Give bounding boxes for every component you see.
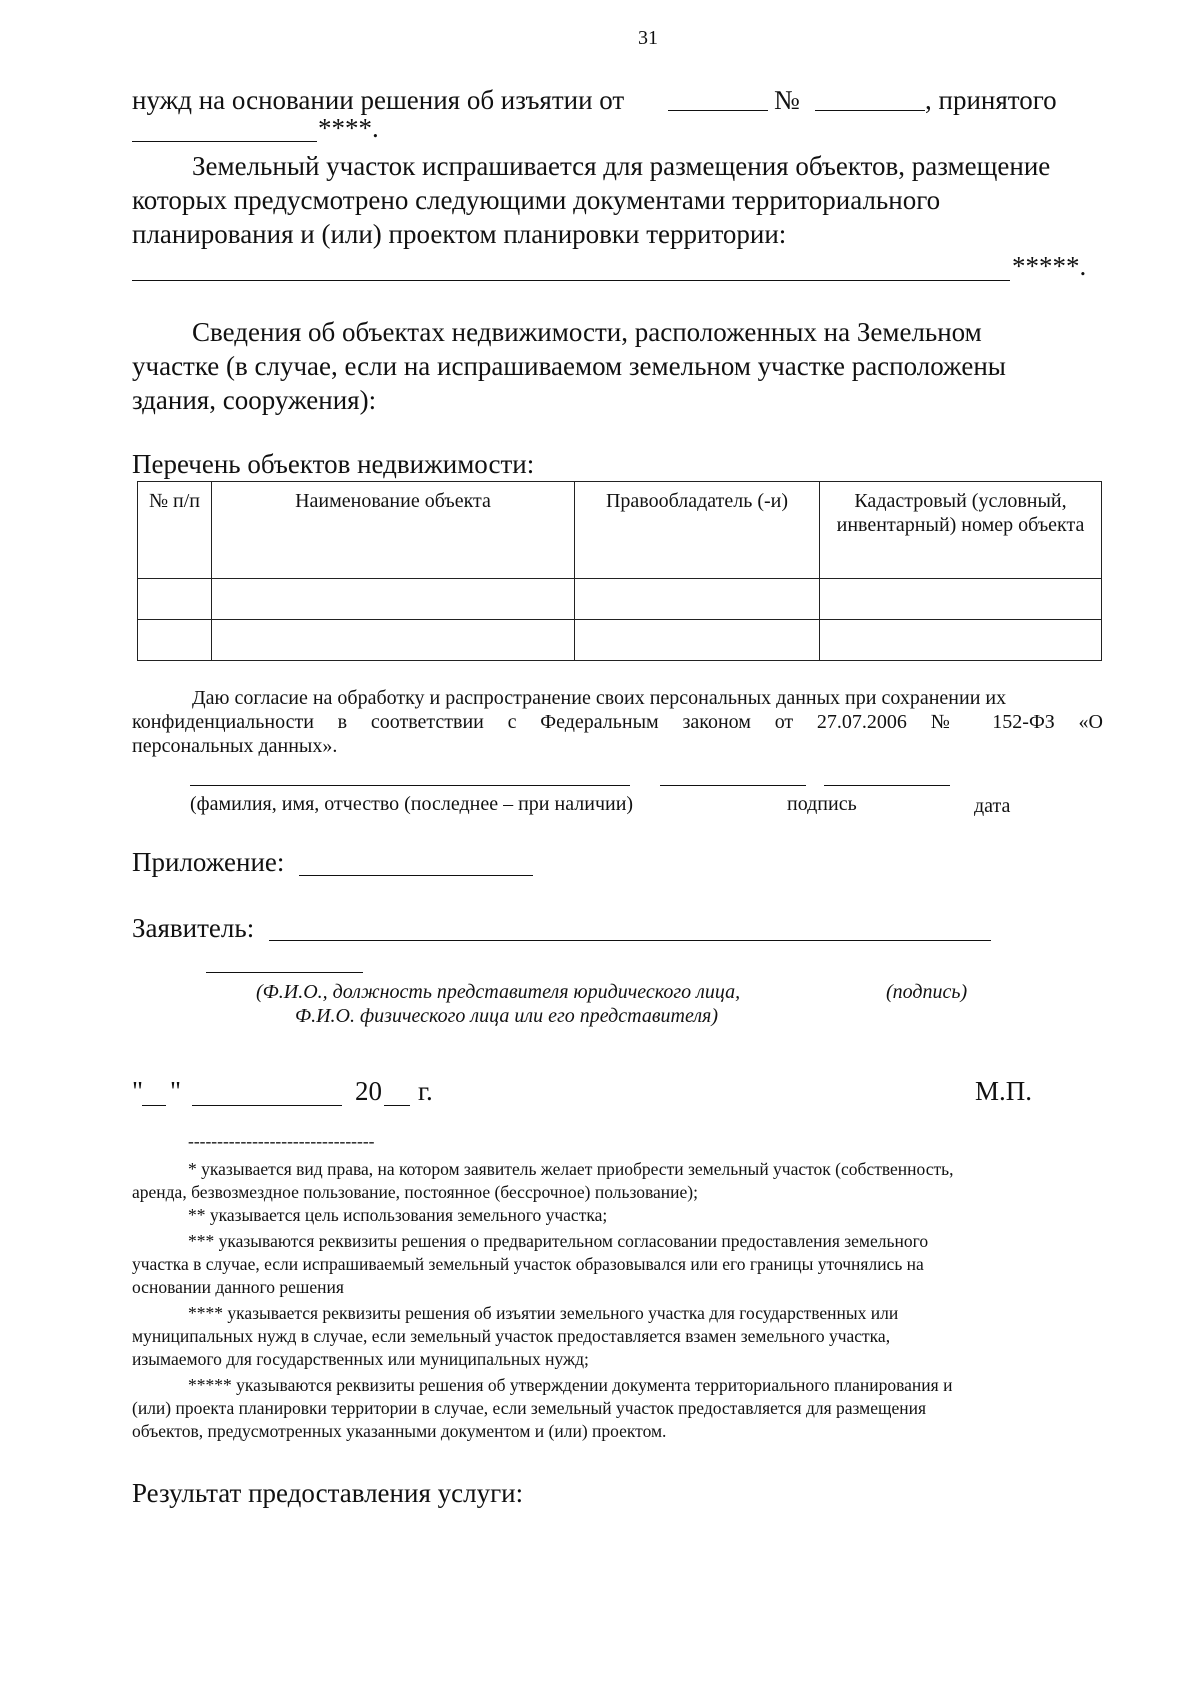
date-quote-open: " [132,1076,144,1106]
consent-line3: персональных данных». [132,735,338,757]
table-header-row [138,482,1102,579]
col-header-name: Наименование объекта [212,482,575,579]
decision-number-blank[interactable] [815,110,925,111]
intro-text-end: , принятого [925,85,1057,115]
table-cell-owner[interactable] [575,620,820,661]
applicant-short-blank[interactable] [206,972,363,973]
footnote-3-line2: участка в случае, если испрашиваемый земельный участок образовывался или его границы уточнялись на [132,1254,924,1274]
consent-line2: конфиденциальности в соответствии с Федеральным законом от 27.07.2006 № 152-ФЗ «О [132,711,1103,733]
realty-para-line2: участке (в случае, если на испрашиваемом земельном участке расположены [132,351,1006,381]
col-header-cadastral: Кадастровый (условный, инвентарный) номер объекта [820,482,1102,579]
result-label: Результат предоставления услуги: [132,1478,524,1508]
footnote-5-line1: ***** указываются реквизиты решения об утверждении документа территориального планирования и [188,1375,953,1395]
table-cell-owner[interactable] [575,579,820,620]
signature-caption: подпись [787,793,857,815]
planning-para-line2: которых предусмотрено следующими документами территориального [132,185,941,215]
month-blank[interactable] [192,1105,342,1106]
number-sign: № [774,85,800,115]
table-row [138,620,1102,661]
footnote-rule: -------------------------------- [188,1131,375,1151]
attachment-label: Приложение: [132,847,285,877]
footnote-ref-4: ****. [318,113,379,143]
stamp-place: М.П. [975,1076,1033,1106]
footnote-4-line1: **** указывается реквизиты решения об изъятии земельного участка для государственных или [188,1303,899,1323]
table-cell-cadastral[interactable] [820,620,1102,661]
footnote-5-line2: (или) проекта планировки территории в случае, если земельный участок предоставляется для размещения [132,1398,927,1418]
footnote-1-line2: аренда, безвозмездное пользование, постоянное (бессрочное) пользование); [132,1182,698,1202]
realty-para-line1: Сведения об объектах недвижимости, расположенных на Земельном [192,317,982,347]
fio-blank[interactable] [190,785,630,786]
objects-table [137,481,1102,661]
table-cell-cadastral[interactable] [820,579,1102,620]
attachment-blank[interactable] [299,875,533,876]
fio-caption: (фамилия, имя, отчество (последнее – при наличии) [190,793,634,815]
objects-table-title: Перечень объектов недвижимости: [132,449,535,479]
table-cell-number[interactable] [138,579,212,620]
date-caption: дата [974,795,1011,817]
planning-documents-blank[interactable] [132,280,1010,281]
footnote-ref-5: *****. [1012,251,1087,281]
decision-issuer-blank[interactable] [132,141,317,142]
applicant-signature-caption: (подпись) [886,981,968,1003]
table-row [138,579,1102,620]
date-quote-close: " [170,1076,182,1106]
table-cell-number[interactable] [138,620,212,661]
consent-line1: Даю согласие на обработку и распространение своих персональных данных при сохранении их [192,687,1007,709]
footnote-4-line3: изымаемого для государственных или муниципальных нужд; [132,1349,589,1369]
applicant-blank[interactable] [269,940,991,941]
page-number: 31 [638,27,658,49]
planning-para-line3: планирования и (или) проектом планировки территории: [132,219,787,249]
col-header-number: № п/п [138,482,212,579]
footnote-5-line3: объектов, предусмотренных указанными документом и (или) проектом. [132,1421,667,1441]
applicant-caption-line1: (Ф.И.О., должность представителя юридического лица, [256,981,741,1003]
footnote-4-line2: муниципальных нужд в случае, если земельный участок предоставляется взамен земельного участка, [132,1326,891,1346]
realty-para-line3: здания, сооружения): [132,385,377,415]
decision-date-blank[interactable] [668,110,768,111]
footnote-1-line1: * указывается вид права, на котором заявитель желает приобрести земельный участок (собственность, [188,1159,954,1179]
footnote-2-line1: ** указывается цель использования земельного участка; [188,1205,608,1225]
applicant-label: Заявитель: [132,913,255,943]
applicant-caption-line2: Ф.И.О. физического лица или его представителя) [295,1005,719,1027]
table-cell-name[interactable] [212,579,575,620]
signature-blank[interactable] [660,785,806,786]
footnote-3-line1: *** указываются реквизиты решения о предварительном согласовании предоставления земельного [188,1231,929,1251]
planning-para-line1: Земельный участок испрашивается для размещения объектов, размещение [192,151,1051,181]
year-suffix: г. [418,1076,433,1106]
year-blank[interactable] [384,1105,410,1106]
footnote-3-line3: основании данного решения [132,1277,344,1297]
year-prefix: 20 [355,1076,382,1106]
table-cell-name[interactable] [212,620,575,661]
day-blank[interactable] [142,1105,166,1106]
intro-text-start: нужд на основании решения об изъятии от [132,85,625,115]
date-blank[interactable] [824,785,950,786]
col-header-owner: Правообладатель (-и) [575,482,820,579]
